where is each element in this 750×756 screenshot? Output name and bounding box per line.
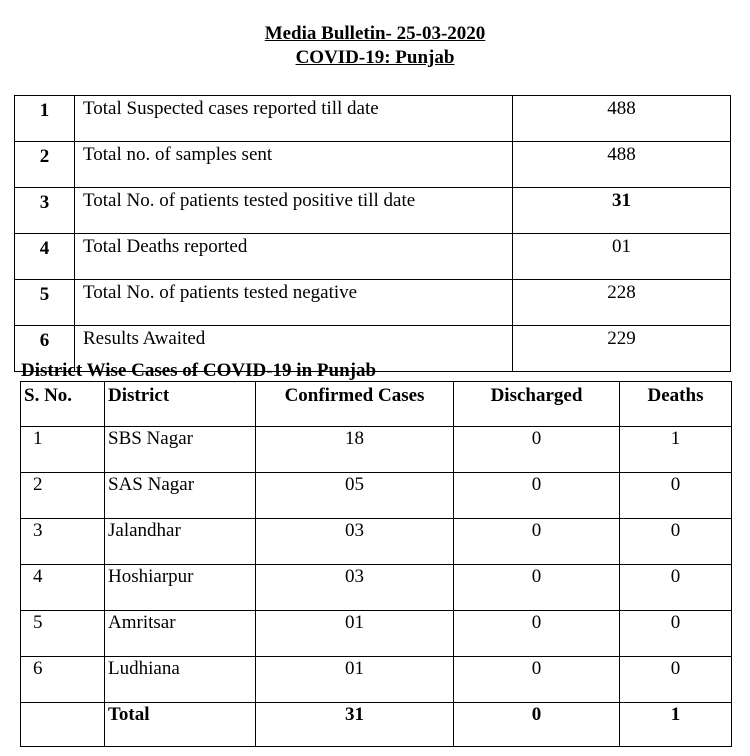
total-deaths: 1 — [620, 703, 732, 747]
table-row — [21, 427, 732, 473]
cell-discharged: 0 — [454, 611, 620, 657]
row-label: Total Deaths reported — [75, 234, 513, 280]
row-value: 01 — [513, 234, 731, 280]
bulletin-title — [0, 22, 750, 70]
row-label: Total no. of samples sent — [75, 142, 513, 188]
row-label: Total Suspected cases reported till date — [75, 96, 513, 142]
table-row — [21, 657, 732, 703]
total-confirmed: 31 — [256, 703, 454, 747]
district-table — [20, 381, 732, 747]
cell-sno: 3 — [21, 519, 105, 565]
cell-deaths: 0 — [620, 565, 732, 611]
cell-sno: 5 — [21, 611, 105, 657]
cell-sno: 1 — [21, 427, 105, 473]
cell-confirmed: 05 — [256, 473, 454, 519]
cell-discharged: 0 — [454, 565, 620, 611]
table-row — [21, 473, 732, 519]
table-row — [15, 96, 731, 142]
row-label: Total No. of patients tested negative — [75, 280, 513, 326]
column-header-deaths: Deaths — [620, 382, 732, 427]
cell-sno: 6 — [21, 657, 105, 703]
cell-sno-empty — [21, 703, 105, 747]
row-number: 3 — [15, 188, 75, 234]
total-row — [21, 703, 732, 747]
table-row — [21, 565, 732, 611]
cell-sno: 4 — [21, 565, 105, 611]
cell-district: Jalandhar — [105, 519, 256, 565]
table-row — [21, 611, 732, 657]
column-header-discharged: Discharged — [454, 382, 620, 427]
cell-confirmed: 18 — [256, 427, 454, 473]
bulletin-title-region: COVID-19: Punjab — [295, 47, 455, 68]
row-value: 488 — [513, 142, 731, 188]
district-table-heading: District Wise Cases of COVID-19 in Punjab — [21, 360, 377, 381]
row-number: 4 — [15, 234, 75, 280]
cell-discharged: 0 — [454, 473, 620, 519]
cell-confirmed: 03 — [256, 565, 454, 611]
row-label: Results Awaited — [75, 326, 513, 372]
cell-discharged: 0 — [454, 657, 620, 703]
row-number: 6 — [15, 326, 75, 372]
cell-district: SAS Nagar — [105, 473, 256, 519]
row-number: 2 — [15, 142, 75, 188]
cell-confirmed: 01 — [256, 611, 454, 657]
table-row — [21, 519, 732, 565]
cell-confirmed: 01 — [256, 657, 454, 703]
row-value: 488 — [513, 96, 731, 142]
cell-district: Hoshiarpur — [105, 565, 256, 611]
table-header-row — [21, 382, 732, 427]
cell-discharged: 0 — [454, 519, 620, 565]
cell-deaths: 0 — [620, 519, 732, 565]
row-number: 5 — [15, 280, 75, 326]
column-header-confirmed: Confirmed Cases — [256, 382, 454, 427]
table-row — [15, 142, 731, 188]
cell-district: SBS Nagar — [105, 427, 256, 473]
table-row — [15, 188, 731, 234]
cell-discharged: 0 — [454, 427, 620, 473]
column-header-district: District — [105, 382, 256, 427]
cell-district: Ludhiana — [105, 657, 256, 703]
table-row — [15, 234, 731, 280]
row-number: 1 — [15, 96, 75, 142]
cell-deaths: 1 — [620, 427, 732, 473]
cell-deaths: 0 — [620, 657, 732, 703]
row-value: 228 — [513, 280, 731, 326]
summary-table — [14, 95, 731, 372]
cell-district: Amritsar — [105, 611, 256, 657]
cell-confirmed: 03 — [256, 519, 454, 565]
row-value: 229 — [513, 326, 731, 372]
bulletin-title-date: Media Bulletin- 25-03-2020 — [264, 23, 486, 44]
total-label: Total — [105, 703, 256, 747]
cell-deaths: 0 — [620, 611, 732, 657]
table-row — [15, 280, 731, 326]
cell-deaths: 0 — [620, 473, 732, 519]
column-header-sno: S. No. — [21, 382, 105, 427]
row-label: Total No. of patients tested positive till date — [75, 188, 513, 234]
cell-sno: 2 — [21, 473, 105, 519]
total-discharged: 0 — [454, 703, 620, 747]
row-value: 31 — [513, 188, 731, 234]
